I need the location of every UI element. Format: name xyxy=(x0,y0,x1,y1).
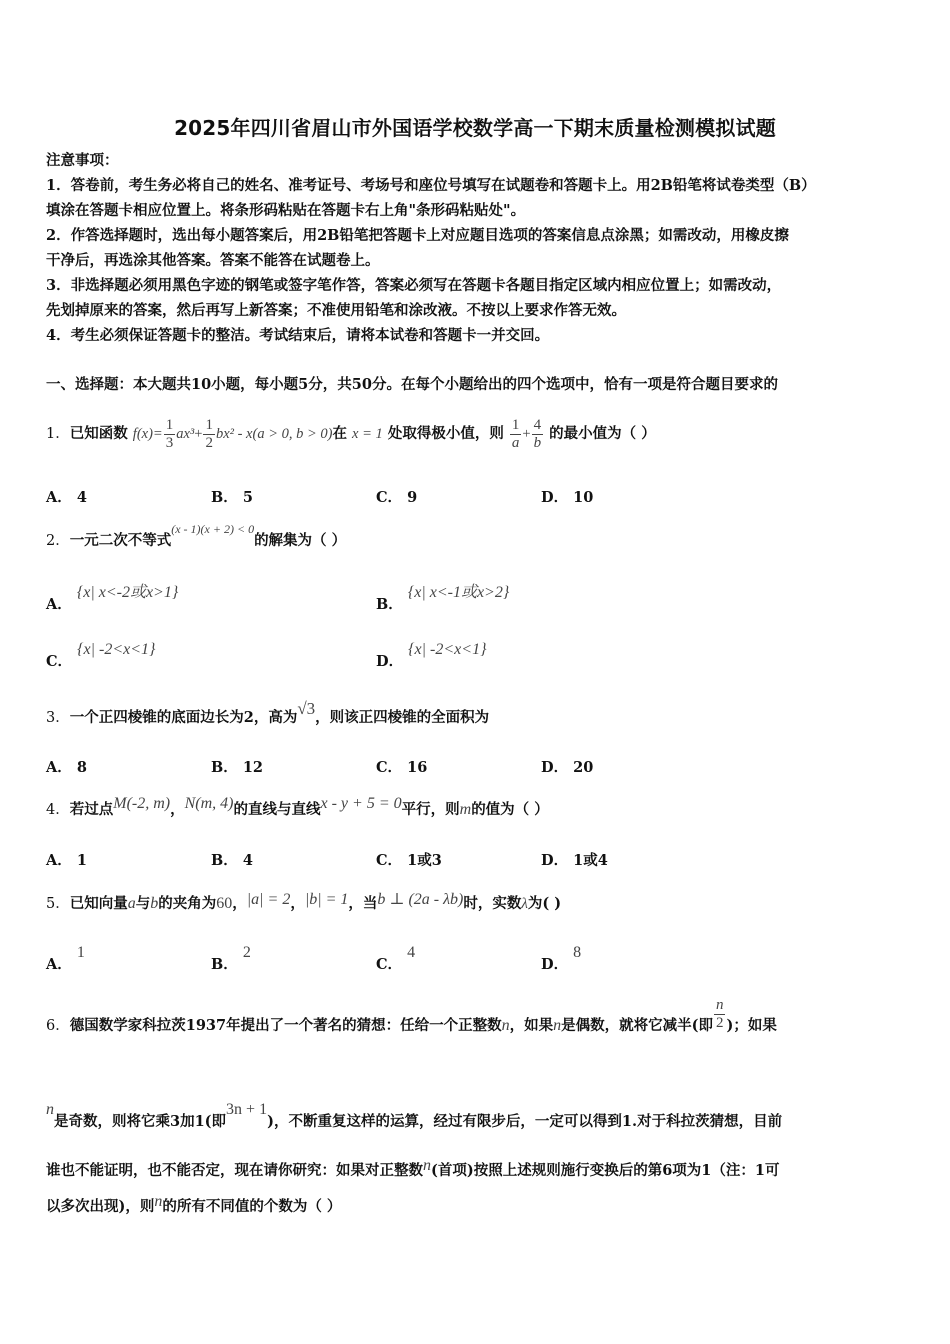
question-number: 3． xyxy=(46,710,70,726)
fraction xyxy=(164,418,176,451)
expression: 3n + 1 xyxy=(226,1101,268,1118)
notice-line-5: 3．非选择题必须用黑色字迹的钢笔或签字笔作答，答案必须写在答题卡各题目指定区域内相应位置上；如需改动， xyxy=(46,277,782,294)
option-value: 9 xyxy=(407,489,418,506)
option-value: 2 xyxy=(242,944,251,961)
section-heading: 一、选择题：本大题共10小题，每小题5分，共50分。在每个小题给出的四个选项中，恰有一项是符合题目要求的 xyxy=(46,376,778,393)
option-value: {x| -2<x<1} xyxy=(408,641,487,658)
option-value: 4 xyxy=(76,489,87,506)
option-value: 1或3 xyxy=(407,852,442,869)
option-a[interactable] xyxy=(46,849,87,870)
notice-heading: 注意事项： xyxy=(46,152,119,169)
question-text: 的夹角为 xyxy=(158,895,217,912)
option-a[interactable] xyxy=(46,756,87,777)
denominator: b xyxy=(533,434,542,451)
option-a[interactable] xyxy=(46,941,85,973)
option-value: 4 xyxy=(242,852,253,869)
option-label: C． xyxy=(376,489,403,506)
option-value: 8 xyxy=(76,759,87,776)
notice-line-1: 1．答卷前，考生务必将自己的姓名、准考证号、考场号和座位号填写在试题卷和答题卡上。用2B铅笔将试卷类型（B） xyxy=(46,177,816,194)
numerator: n xyxy=(715,996,724,1013)
denominator: 2 xyxy=(715,1014,724,1031)
question-text: 已知向量 xyxy=(69,895,128,912)
denominator: 2 xyxy=(205,434,213,451)
question-text: 一元二次不等式 xyxy=(69,532,172,549)
question-text: )，不断重复这样的运算，经过有限步后，一定可以得到1.对于科拉茨猜想，目前 xyxy=(267,1113,783,1130)
function-lhs: f(x)= xyxy=(132,426,163,442)
option-label: A． xyxy=(46,759,72,776)
question-4 xyxy=(46,795,549,821)
option-b[interactable] xyxy=(211,941,251,973)
norm-b: |b| = 1 xyxy=(304,891,349,908)
question-text: ，如果 xyxy=(509,1017,554,1034)
option-value: 1 xyxy=(76,944,85,961)
option-label: C． xyxy=(376,852,403,869)
perpendicular-condition: b ⊥ (2a - λb) xyxy=(377,891,464,908)
option-value: 12 xyxy=(242,759,264,776)
option-c[interactable] xyxy=(376,486,417,507)
plus-sign: + xyxy=(194,426,203,442)
option-value: {x| x<-2或x>1} xyxy=(76,584,179,601)
notice-line-6: 先划掉原来的答案，然后再写上新答案；不准使用铅笔和涂改液。不按以上要求作答无效。 xyxy=(46,302,626,319)
separator: ， xyxy=(170,801,185,818)
option-label: C． xyxy=(376,759,403,776)
option-value: 5 xyxy=(242,489,253,506)
question-number: 1． xyxy=(46,426,70,442)
question-text: 已知函数 xyxy=(69,425,128,442)
question-text: 以多次出现)，则 xyxy=(46,1198,155,1215)
vector-a: a xyxy=(127,895,136,912)
option-label: A． xyxy=(46,852,72,869)
variable-n: n xyxy=(46,1101,54,1118)
fraction xyxy=(203,418,215,451)
question-number: 4． xyxy=(46,802,70,818)
question-text: 的值为（ ） xyxy=(471,801,549,818)
denominator: a xyxy=(511,434,520,451)
separator: ， xyxy=(290,895,305,912)
notice-line-7: 4．考生必须保证答题卡的整洁。考试结束后，请将本试卷和答题卡一并交回。 xyxy=(46,327,550,344)
option-a[interactable] xyxy=(46,486,87,507)
option-label: D． xyxy=(376,653,404,670)
fraction xyxy=(510,418,522,451)
question-text: 一个正四棱锥的底面边长为2，高为 xyxy=(69,709,298,726)
question-6-line-1 xyxy=(46,996,777,1048)
line-equation: x - y + 5 = 0 xyxy=(320,795,402,812)
question-2 xyxy=(46,522,347,552)
option-label: D． xyxy=(541,852,569,869)
option-value: 1或4 xyxy=(573,852,608,869)
question-number: 6． xyxy=(46,1018,70,1034)
notice-line-3: 2．作答选择题时，选出每小题答案后，用2B铅笔把答题卡上对应题目选项的答案信息点涂黑；如需改动，用橡皮擦 xyxy=(46,227,789,244)
term: bx² - x xyxy=(215,426,253,442)
question-number: 2． xyxy=(46,533,70,549)
option-label: B． xyxy=(376,596,403,613)
option-value: {x| x<-1或x>2} xyxy=(407,584,510,601)
option-label: D． xyxy=(541,489,569,506)
option-value: 20 xyxy=(573,759,594,776)
question-text: 平行，则 xyxy=(401,801,460,818)
option-label: B． xyxy=(211,759,238,776)
point-m: M(-2, m) xyxy=(113,795,171,812)
question-text: 与 xyxy=(135,895,151,912)
option-value: 1 xyxy=(76,852,87,869)
option-b[interactable] xyxy=(211,756,263,777)
option-d[interactable] xyxy=(541,849,608,870)
option-value: 4 xyxy=(407,944,416,961)
numerator: 1 xyxy=(165,416,174,433)
option-label: B． xyxy=(211,956,238,973)
point-expression: x = 1 xyxy=(352,426,383,442)
numerator: 4 xyxy=(533,416,542,433)
option-d[interactable] xyxy=(541,486,593,507)
question-text: (首项)按照上述规则施行变换后的第6项为1（注：1可 xyxy=(431,1162,780,1179)
notice-line-2: 填涂在答题卡相应位置上。将条形码粘贴在答题卡右上角"条形码粘贴处"。 xyxy=(46,202,526,219)
vector-b: b xyxy=(150,895,159,912)
option-value: 8 xyxy=(573,944,582,961)
term: ax³ xyxy=(176,426,195,442)
question-text: 的解集为（ ） xyxy=(254,532,347,549)
option-value: 10 xyxy=(573,489,594,506)
question-1 xyxy=(46,412,656,456)
question-text: 时，实数 xyxy=(463,895,522,912)
question-text: 德国数学家科拉茨1937年提出了一个著名的猜想：任给一个正整数 xyxy=(69,1017,502,1034)
plus-sign: + xyxy=(522,426,531,442)
option-c[interactable] xyxy=(376,756,427,777)
option-label: B． xyxy=(211,489,238,506)
option-d[interactable] xyxy=(541,941,582,973)
option-label: C． xyxy=(376,956,403,973)
question-text: 是偶数，就将它减半(即 xyxy=(561,1017,713,1034)
option-label: A． xyxy=(46,489,72,506)
question-5 xyxy=(46,893,561,915)
question-text: 是奇数，则将它乘3加1(即 xyxy=(54,1113,227,1130)
question-6-line-4 xyxy=(46,1193,342,1218)
norm-a: |a| = 2 xyxy=(246,891,291,908)
angle-value: 60 xyxy=(216,895,233,912)
question-text: 的直线与直线 xyxy=(233,801,321,818)
option-d[interactable] xyxy=(376,638,487,670)
fraction xyxy=(532,418,544,451)
numerator: 1 xyxy=(511,416,520,433)
variable-n: n xyxy=(553,1017,562,1034)
option-b[interactable] xyxy=(211,486,253,507)
question-text: ，则该正四棱锥的全面积为 xyxy=(315,709,490,726)
condition: (a > 0, b > 0) xyxy=(252,426,333,442)
question-text: )；如果 xyxy=(726,1017,777,1034)
lambda-symbol: λ xyxy=(521,896,528,912)
option-label: D． xyxy=(541,759,569,776)
option-label: B． xyxy=(211,852,238,869)
question-text: 为( ) xyxy=(527,895,562,912)
option-label: A． xyxy=(46,956,72,973)
separator: ， xyxy=(232,895,247,912)
question-text: 谁也不能证明，也不能否定，现在请你研究：如果对正整数 xyxy=(46,1162,423,1179)
denominator: 3 xyxy=(165,434,174,451)
point-n: N(m, 4) xyxy=(184,795,234,812)
notice-line-4: 干净后，再选涂其他答案。答案不能答在试题卷上。 xyxy=(46,252,380,269)
question-text: 的最小值为（ ） xyxy=(549,425,656,442)
inequality: (x - 1)(x + 2) < 0 xyxy=(171,522,255,536)
variable-m: m xyxy=(459,801,472,818)
option-c[interactable] xyxy=(376,849,442,870)
question-text: ，当 xyxy=(348,895,378,912)
question-6-line-2 xyxy=(46,1100,782,1144)
option-label: C． xyxy=(46,653,73,670)
option-d[interactable] xyxy=(541,756,593,777)
question-text: 若过点 xyxy=(69,801,114,818)
variable-n: n xyxy=(154,1193,163,1210)
numerator: 1 xyxy=(205,416,213,433)
question-text: 在 xyxy=(332,425,347,442)
page-title: 2025年四川省眉山市外国语学校数学高一下期末质量检测模拟试题 xyxy=(174,116,776,140)
variable-n: n xyxy=(423,1157,431,1174)
question-6-line-3 xyxy=(46,1157,780,1182)
option-label: D． xyxy=(541,956,569,973)
variable-n: n xyxy=(501,1017,510,1034)
option-value: {x| -2<x<1} xyxy=(77,641,156,658)
question-number: 5． xyxy=(46,896,70,912)
option-b[interactable] xyxy=(211,849,253,870)
question-3 xyxy=(46,699,490,729)
option-c[interactable] xyxy=(376,941,416,973)
question-text: 的所有不同值的个数为（ ） xyxy=(162,1198,342,1215)
option-value: 16 xyxy=(407,759,428,776)
option-label: A． xyxy=(46,596,72,613)
question-text: 处取得极小值，则 xyxy=(387,425,504,442)
height-value: √3 xyxy=(297,699,316,718)
fraction xyxy=(714,998,726,1031)
option-c[interactable] xyxy=(46,638,156,670)
option-a[interactable] xyxy=(46,579,179,613)
option-b[interactable] xyxy=(376,579,510,613)
